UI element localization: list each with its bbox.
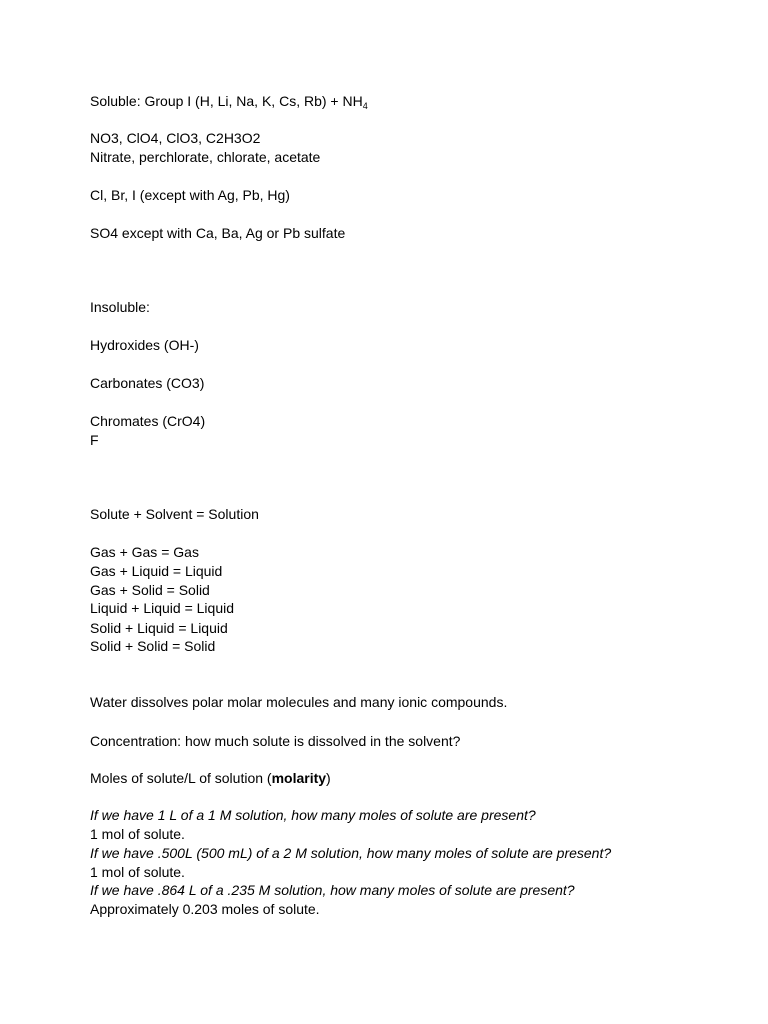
molarity-prefix: Moles of solute/L of solution (	[90, 770, 272, 786]
problem-question: If we have .864 L of a .235 M solution, how many moles of solute are present?	[90, 882, 575, 898]
concentration-definition: Concentration: how much solute is dissolved in the solvent?	[90, 733, 461, 749]
molarity-suffix: )	[326, 770, 331, 786]
soluble-heading-text: Soluble: Group I (H, Li, Na, K, Cs, Rb) + NH	[90, 93, 363, 109]
problem-question: If we have .500L (500 mL) of a 2 M solution, how many moles of solute are present?	[90, 845, 612, 861]
solution-definition: Solute + Solvent = Solution	[90, 506, 259, 522]
insoluble-chromates: Chromates (CrO4)	[90, 413, 206, 429]
insoluble-heading: Insoluble:	[90, 299, 150, 315]
solution-combo: Liquid + Liquid = Liquid	[90, 600, 235, 616]
soluble-sulfate: SO4 except with Ca, Ba, Ag or Pb sulfate	[90, 225, 346, 241]
molarity-term: molarity	[271, 770, 327, 786]
solution-combo: Gas + Liquid = Liquid	[90, 563, 223, 579]
soluble-ion-names: Nitrate, perchlorate, chlorate, acetate	[90, 149, 321, 165]
problem-answer: Approximately 0.203 moles of solute.	[90, 901, 320, 917]
insoluble-fluoride: F	[90, 432, 99, 448]
problem-answer: 1 mol of solute.	[90, 864, 185, 880]
problem-question: If we have 1 L of a 1 M solution, how many moles of solute are present?	[90, 807, 536, 823]
soluble-heading	[90, 92, 368, 111]
ammonium-subscript: 4	[362, 101, 368, 111]
solution-combo: Gas + Solid = Solid	[90, 582, 210, 598]
insoluble-hydroxides: Hydroxides (OH-)	[90, 337, 199, 353]
molarity-definition	[90, 769, 331, 788]
water-note: Water dissolves polar molar molecules and many ionic compounds.	[90, 694, 508, 710]
solution-combo: Solid + Liquid = Liquid	[90, 620, 228, 636]
insoluble-carbonates: Carbonates (CO3)	[90, 375, 205, 391]
solution-combo: Solid + Solid = Solid	[90, 638, 216, 654]
soluble-halides: Cl, Br, I (except with Ag, Pb, Hg)	[90, 187, 290, 203]
solution-combo: Gas + Gas = Gas	[90, 544, 199, 560]
soluble-ion-formulas: NO3, ClO4, ClO3, C2H3O2	[90, 130, 261, 146]
problem-answer: 1 mol of solute.	[90, 826, 185, 842]
